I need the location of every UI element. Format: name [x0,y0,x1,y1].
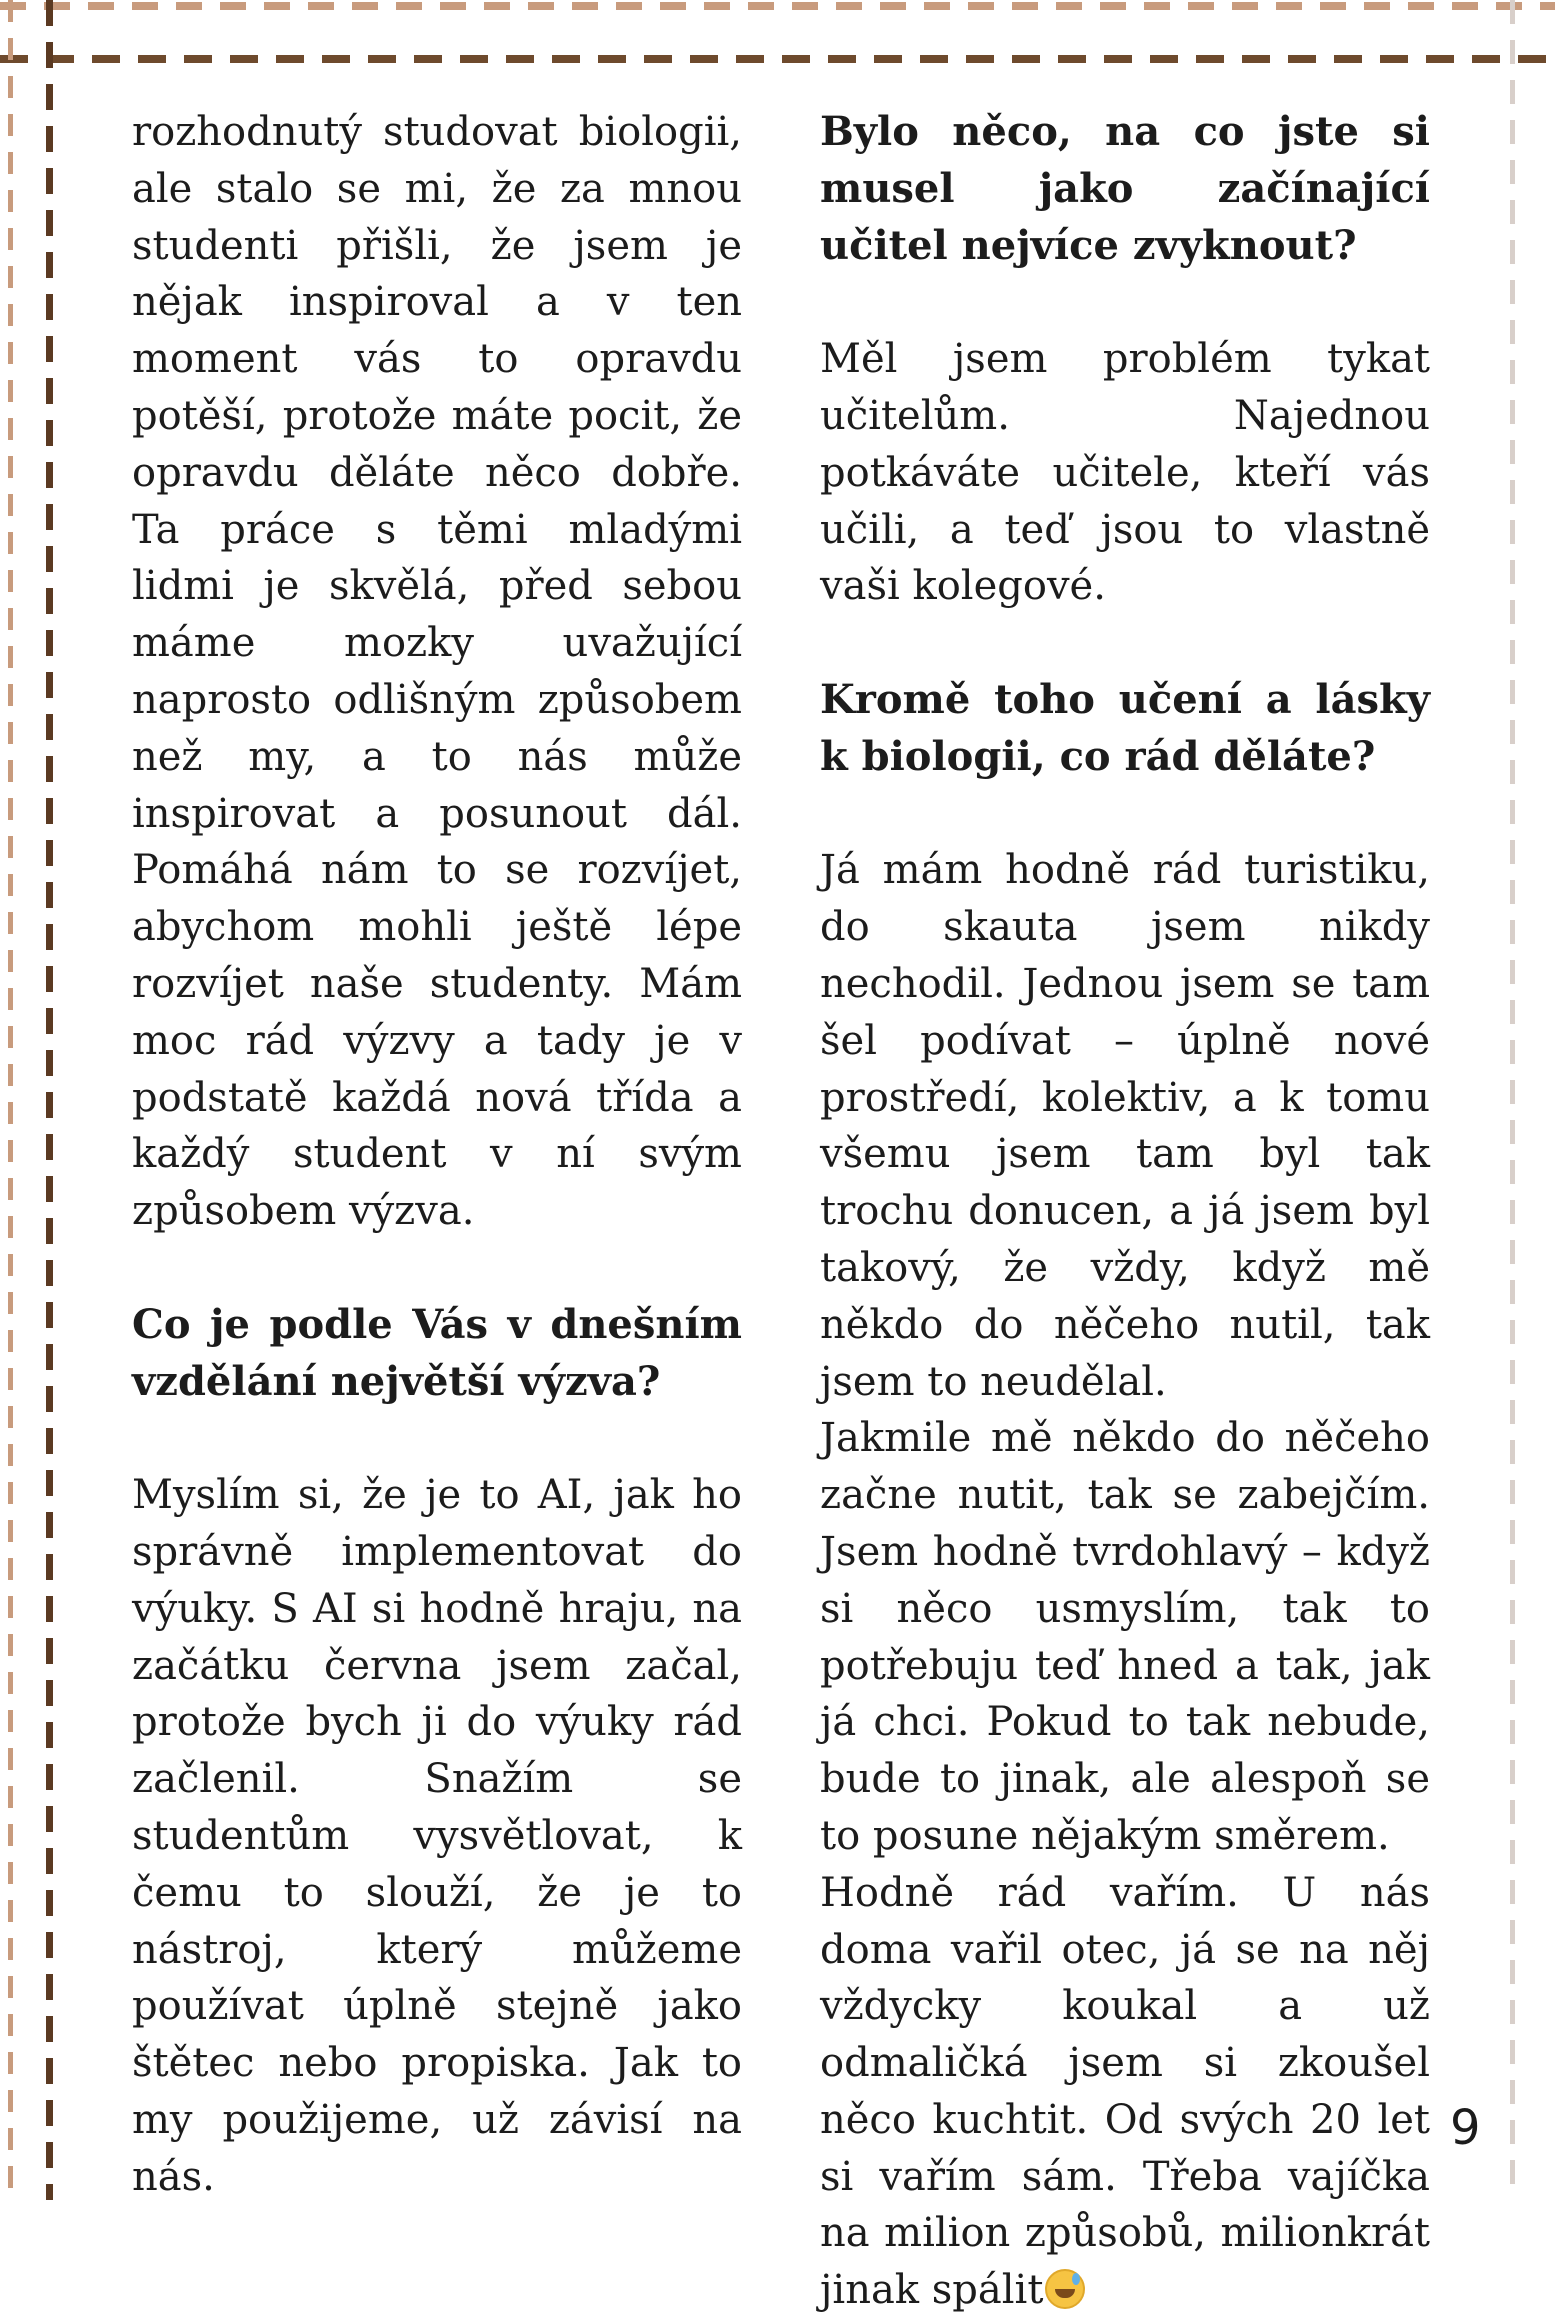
right-column [820,104,1430,2319]
paragraph: Myslím si, že je to AI, jak ho správně implementovat do výuky. S AI si hodně hraju, na začátku června jsem začal, protože bych ji do výuky rád začlenil. Snažím se studentům vysvětlovat, k čemu to slouží, že je to nástroj, který můžeme používat úplně stejně jako štětec nebo propiska. Jak to my použijeme, už závisí na nás. [132,1472,742,2200]
left-outer-dashed-border [8,0,13,2200]
page-number: 9 [1450,2100,1481,2156]
interview-question: Kromě toho učení a lásky k biologii, co rád děláte? [820,675,1430,780]
paragraph: Já mám hodně rád turistiku, do skauta jsem nikdy nechodil. Jednou jsem se tam šel podívat – úplně nové prostředí, kolektiv, a k tomu všemu jsem tam byl tak trochu donucen, a já jsem byl takový, že vždy, když mě někdo do něčeho nutil, tak jsem to neudělal. [820,847,1430,1405]
interview-question: Bylo něco, na co jste si musel jako začínající učitel nejvíce zvyknout? [820,108,1430,269]
grinning-face-with-sweat-icon [1045,2269,1085,2309]
paragraph: rozhodnutý studovat biologii, ale stalo se mi, že za mnou studenti přišli, že jsem je nějak inspiroval a v ten moment vás to opravdu potěší, protože máte pocit, že opravdu děláte něco dobře. Ta práce s těmi mladými lidmi je skvělá, před sebou máme mozky uvažující naprosto odlišným způsobem než my, a to nás může inspirovat a posunout dál. Pomáhá nám to se rozvíjet, abychom mohli ještě lépe rozvíjet naše studenty. Mám moc rád výzvy a tady je v podstatě každá nová třída a každý student v ní svým způsobem výzva. [132,109,742,1235]
paragraph-text: Hodně rád vařím. U nás doma vařil otec, já se na něj vždycky koukal a už odmaličká jsem si zkoušel něco kuchtit. Od svých 20 let si vařím sám. Třeba vajíčka na milion způsobů, milionkrát jinak spálit [820,1869,1430,2314]
paragraph: Měl jsem problém tykat učitelům. Najednou potkáváte učitele, kteří vás učili, a teď jsou to vlastně vaši kolegové. [820,336,1430,610]
left-column [132,104,742,2205]
left-dashed-border [46,0,53,2200]
top-outer-dashed-border [0,2,1555,10]
right-dashed-border [1510,0,1515,2200]
interview-question: Co je podle Vás v dnešním vzdělání největší výzva? [132,1300,742,1405]
paragraph: Jakmile mě někdo do něčeho začne nutit, tak se zabejčím. Jsem hodně tvrdohlavý – když si něco usmyslím, tak to potřebuju teď hned a tak, jak já chci. Pokud to tak nebude, bude to jinak, ale alespoň se to posune nějakým směrem. [820,1415,1430,1859]
paragraph [820,1865,1430,2319]
top-dashed-border [0,55,1555,63]
